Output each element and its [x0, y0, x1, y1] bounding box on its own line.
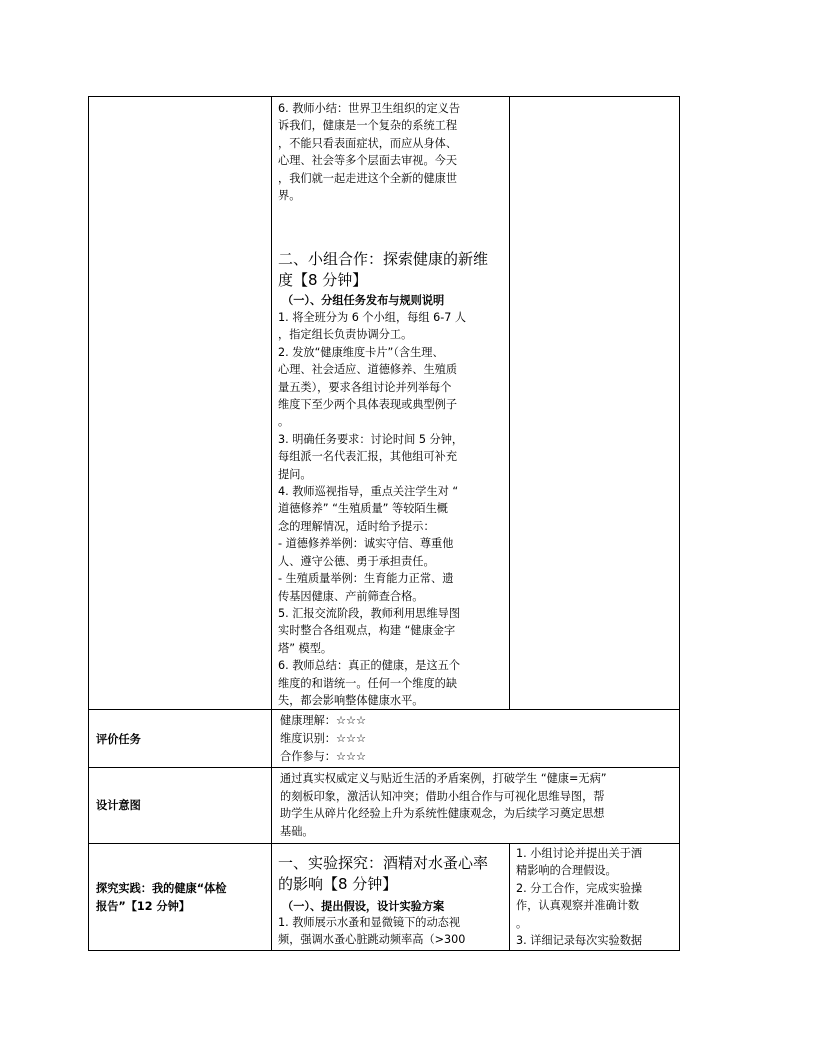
- text-line: - 生殖质量举例：生育能力正常、遗: [278, 572, 454, 586]
- label-line: 探究实践：我的健康“体检: [96, 882, 227, 895]
- text-line: 6. 教师总结：真正的健康，是这五个: [278, 659, 461, 673]
- exploration-label: [96, 880, 226, 916]
- text-line: 失，都会影响整体健康水平。: [278, 693, 424, 707]
- text-line: 道德修养” “生殖质量” 等较陌生概: [278, 502, 448, 516]
- student-activity-text: [516, 845, 642, 949]
- row-divider: [88, 767, 680, 768]
- text-line: 心理、社会等多个层面去审视。今天: [278, 154, 458, 168]
- text-line: 塔” 模型。: [278, 641, 333, 655]
- sub-heading: （一）、分组任务发布与规则说明: [282, 294, 445, 307]
- text-line: 2. 分工合作，完成实验操: [516, 881, 643, 895]
- column-divider: [509, 843, 510, 951]
- evaluation-label: 评价任务: [96, 733, 141, 746]
- text-line: 助学生从碎片化经验上升为系统性健康观念，为后续学习奠定思想: [280, 807, 605, 820]
- text-line: 每组派一名代表汇报，其他组可补充: [278, 450, 458, 464]
- text-line: 6. 教师小结：世界卫生组织的定义告: [278, 102, 461, 115]
- text-line: 量五类），要求各组讨论并列举每个: [278, 380, 452, 394]
- rating-line: 健康理解：☆☆☆: [280, 714, 367, 727]
- text-line: 2. 发放“健康维度卡片”（含生理、: [278, 345, 444, 359]
- text-line: 3. 明确任务要求：讨论时间 5 分钟，: [278, 432, 464, 446]
- heading-line: 二、小组合作：探索健康的新维: [278, 250, 489, 268]
- text-line: 实时整合各组观点，构建 “健康金字: [278, 624, 456, 638]
- experiment-heading: [278, 853, 488, 895]
- text-line: 的刻板印象，激活认知冲突；借助小组合作与可视化思维导图，帮: [280, 789, 605, 803]
- text-line: ，不能只看表面症状，而应从身体、: [278, 136, 458, 150]
- text-line: 5. 汇报交流阶段，教师利用思维导图: [278, 606, 461, 620]
- text-line: 传基因健康、产前筛查合格。: [278, 589, 424, 603]
- text-line: 通过真实权威定义与贴近生活的矛盾案例，打破学生 “健康=无病”: [280, 772, 607, 785]
- column-divider: [271, 96, 272, 951]
- heading-line: 度【8 分钟】: [278, 271, 368, 289]
- heading-line: 的影响【8 分钟】: [278, 875, 398, 893]
- text-line: 提问。: [278, 467, 312, 481]
- text-line: 界。: [278, 189, 301, 203]
- column-divider: [509, 96, 510, 710]
- rating-line: 维度识别：☆☆☆: [280, 732, 367, 745]
- design-intent-label: 设计意图: [96, 799, 141, 812]
- row-divider: [88, 843, 680, 844]
- sub-heading: （一）、提出假设，设计实验方案: [282, 900, 445, 913]
- text-line: ，指定组长负责协调分工。: [278, 328, 413, 342]
- rating-line: 合作参与：☆☆☆: [280, 750, 367, 763]
- heading-line: 一、实验探究：酒精对水蚤心率: [278, 854, 489, 872]
- text-line: 心理、社会适应、道德修养、生殖质: [278, 363, 458, 377]
- text-line: 作，认真观察并准确计数: [516, 899, 640, 913]
- text-line: 3. 详细记录每次实验数据: [516, 934, 643, 948]
- text-line: 。: [516, 916, 528, 930]
- design-intent-text: [280, 770, 607, 840]
- text-line: 4. 教师巡视指导，重点关注学生对 “: [278, 485, 459, 499]
- table-right-border: [679, 96, 680, 951]
- text-line: - 道德修养举例：诚实守信、尊重他: [278, 537, 454, 551]
- table-left-border: [88, 96, 89, 951]
- text-line: 诉我们，健康是一个复杂的系统工程: [278, 119, 458, 133]
- label-line: 报告”【12 分钟】: [96, 900, 190, 913]
- text-line: 1. 将全班分为 6 个小组，每组 6-7 人: [278, 311, 467, 324]
- teacher-summary-text: [278, 100, 460, 204]
- text-line: 基础。: [280, 824, 314, 838]
- table-top-border: [88, 96, 680, 97]
- text-line: ，我们就一起走进这个全新的健康世: [278, 171, 458, 185]
- evaluation-ratings: [280, 712, 366, 766]
- group-task-text: [278, 309, 466, 709]
- text-line: 人、遵守公德、勇于承担责任。: [278, 554, 435, 568]
- text-line: 念的理解情况，适时给予提示：: [278, 519, 435, 533]
- text-line: 频，强调水蚤心脏跳动频率高（>300: [278, 933, 466, 947]
- section-heading: [278, 249, 488, 291]
- text-line: 1. 教师展示水蚤和显微镜下的动态视: [278, 916, 461, 929]
- text-line: 精影响的合理假设。: [516, 864, 617, 878]
- text-line: 维度的和谐统一。任何一个维度的缺: [278, 676, 458, 690]
- text-line: 1. 小组讨论并提出关于酒: [516, 847, 643, 860]
- text-line: 维度下至少两个具体表现或典型例子: [278, 398, 458, 412]
- text-line: 。: [278, 415, 290, 429]
- table-bottom-border: [88, 950, 680, 951]
- experiment-text: [278, 914, 465, 949]
